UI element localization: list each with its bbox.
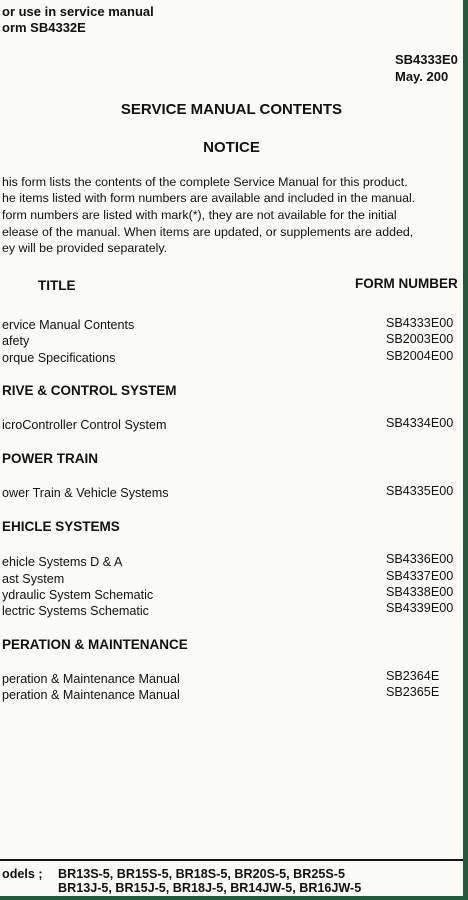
models-line-2: BR13J-5, BR15J-5, BR18J-5, BR14JW-5, BR16JW-5: [58, 881, 362, 895]
list-item-title: ydraulic System Schematic: [2, 588, 154, 602]
footer-divider: [0, 859, 463, 861]
notice-line: form numbers are listed with mark(*), they are not available for the initial: [2, 208, 397, 222]
list-item-title: peration & Maintenance Manual: [2, 688, 180, 702]
models-line-1: BR13S-5, BR15S-5, BR18S-5, BR20S-5, BR25S-5: [58, 867, 345, 881]
list-item-form: SB4338E00: [386, 585, 454, 599]
list-item-title: orque Specifications: [2, 351, 116, 365]
list-item-form: SB2003E00: [386, 332, 454, 346]
notice-heading: NOTICE: [203, 139, 260, 156]
notice-line: he items listed with form numbers are available and included in the manual.: [2, 191, 416, 205]
notice-line: his form lists the contents of the complete Service Manual for this product.: [2, 175, 408, 189]
section-heading-vehicle-systems: EHICLE SYSTEMS: [2, 519, 120, 534]
header-form-reference: orm SB4332E: [2, 20, 86, 35]
header-usage-note: or use in service manual: [2, 4, 154, 19]
list-item-title: ehicle Systems D & A: [2, 555, 123, 569]
list-item-title: icroController Control System: [2, 418, 167, 432]
list-item-form: SB4334E00: [386, 416, 454, 430]
page-title: SERVICE MANUAL CONTENTS: [120, 101, 343, 118]
document-code: SB4333E0: [395, 52, 458, 67]
models-label: odels ;: [2, 867, 43, 881]
title-column-header: TITLE: [38, 278, 76, 293]
form-number-column-header: FORM NUMBER: [355, 276, 458, 291]
list-item-form: SB4339E00: [386, 601, 454, 615]
list-item-title: afety: [2, 334, 30, 348]
list-item-title: peration & Maintenance Manual: [2, 672, 180, 686]
list-item-title: ast System: [2, 572, 65, 586]
list-item-title: lectric Systems Schematic: [2, 604, 149, 618]
section-heading-operation-maintenance: PERATION & MAINTENANCE: [2, 637, 188, 652]
notice-line: elease of the manual. When items are updated, or supplements are added,: [2, 225, 414, 239]
list-item-form: SB4337E00: [386, 569, 454, 583]
list-item-form: SB2364E: [386, 669, 440, 683]
list-item-title: ower Train & Vehicle Systems: [2, 486, 169, 500]
section-heading-power-train: POWER TRAIN: [2, 451, 98, 466]
notice-line: ey will be provided separately.: [2, 241, 168, 255]
list-item-form: SB4335E00: [386, 484, 454, 498]
list-item-title: ervice Manual Contents: [2, 318, 135, 332]
list-item-form: SB4336E00: [386, 552, 454, 566]
list-item-form: SB2365E: [386, 685, 440, 699]
section-heading-drive-control: RIVE & CONTROL SYSTEM: [2, 383, 177, 398]
document-date: May. 200: [395, 69, 449, 84]
list-item-form: SB4333E00: [386, 316, 454, 330]
list-item-form: SB2004E00: [386, 349, 454, 363]
